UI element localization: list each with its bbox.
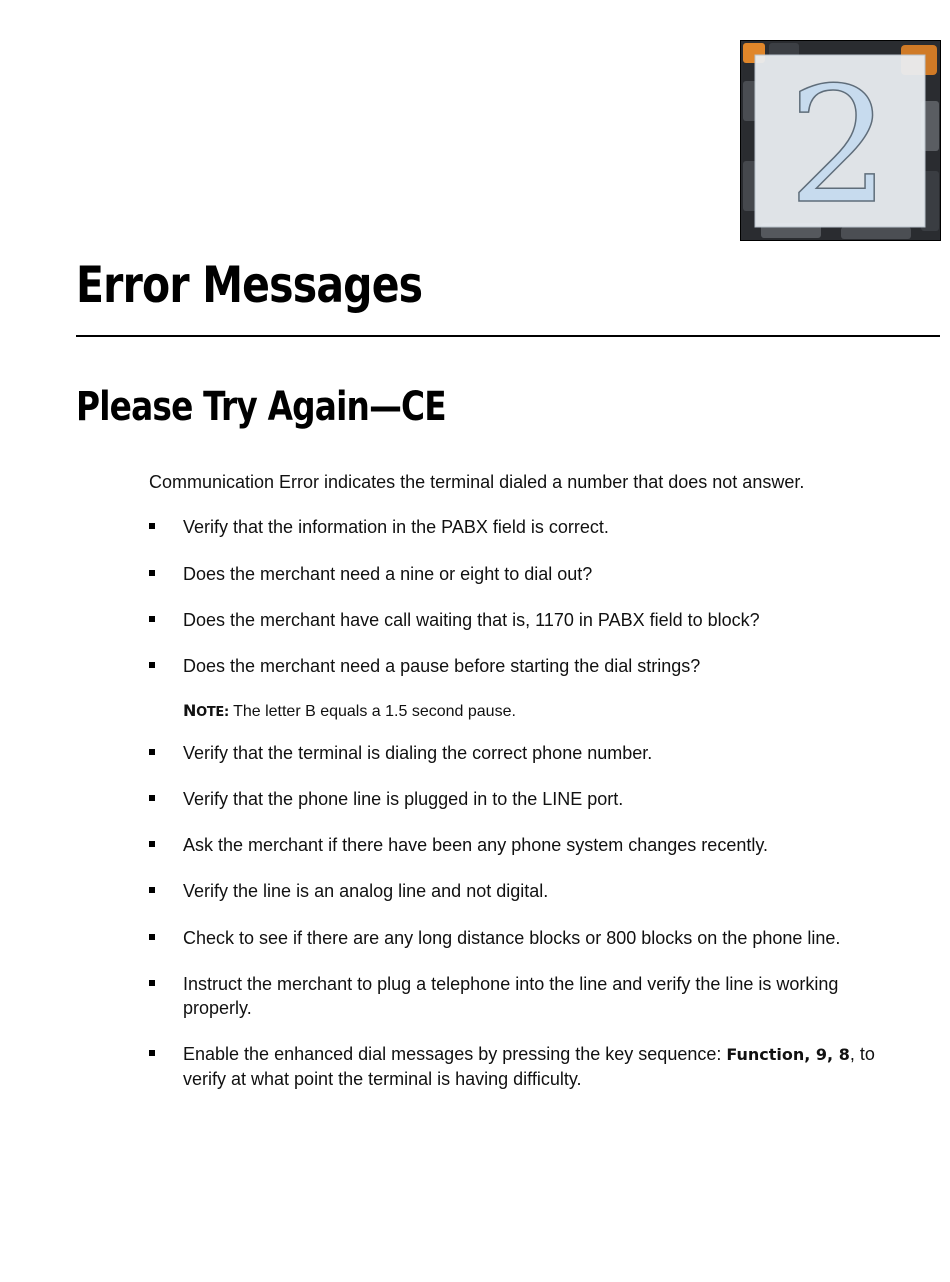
bullet-icon	[149, 980, 155, 986]
list-item: Does the merchant need a nine or eight to dial out?	[149, 562, 889, 586]
list-item: Enable the enhanced dial messages by pressing the key sequence: Function, 9, 8, to verify at what point the terminal is having difficulty.	[149, 1042, 889, 1091]
bullet-icon	[149, 616, 155, 622]
chapter-number-badge	[740, 40, 941, 241]
bullet-icon	[149, 570, 155, 576]
bullet-icon	[149, 749, 155, 755]
chapter-number: 2	[788, 52, 890, 239]
page-title: Error Messages	[76, 256, 423, 314]
list-item: Verify that the terminal is dialing the correct phone number.	[149, 741, 889, 765]
note-label: NOTE:	[183, 701, 229, 720]
bullet-icon	[149, 1050, 155, 1056]
note-text: The letter B equals a 1.5 second pause.	[228, 703, 516, 720]
bullet-icon	[149, 887, 155, 893]
list-item: Does the merchant need a pause before starting the dial strings?	[149, 654, 889, 678]
keypad-photo	[741, 41, 940, 240]
title-divider	[76, 335, 940, 337]
bullet-icon	[149, 662, 155, 668]
bullet-icon	[149, 523, 155, 529]
note	[183, 700, 516, 724]
list-item: Does the merchant have call waiting that is, 1170 in PABX field to block?	[149, 608, 889, 632]
list-item: Instruct the merchant to plug a telephone into the line and verify the line is working properly.	[149, 972, 889, 1020]
bullet-icon	[149, 841, 155, 847]
list-item: Check to see if there are any long distance blocks or 800 blocks on the phone line.	[149, 926, 889, 950]
list-item: Verify that the phone line is plugged in to the LINE port.	[149, 787, 889, 811]
key-sequence: Function, 9, 8	[726, 1045, 850, 1064]
list-item: Ask the merchant if there have been any phone system changes recently.	[149, 833, 889, 857]
list-item: Verify that the information in the PABX field is correct.	[149, 515, 889, 539]
bullet-icon	[149, 934, 155, 940]
section-heading: Please Try Again—CE	[76, 384, 446, 430]
intro-paragraph: Communication Error indicates the terminal dialed a number that does not answer.	[149, 472, 805, 492]
bullet-icon	[149, 795, 155, 801]
list-item: Verify the line is an analog line and not digital.	[149, 879, 889, 903]
